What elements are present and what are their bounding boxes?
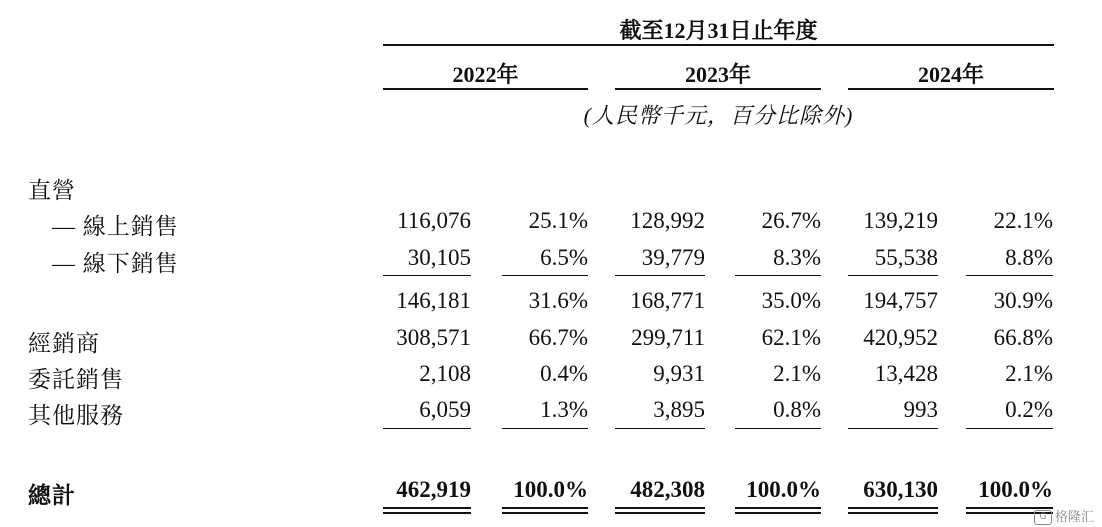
- total-double-rule: [615, 507, 705, 509]
- table-cell: 128,992: [630, 208, 705, 233]
- table-cell: 1.3%: [540, 397, 588, 422]
- row-label-total: 總計: [28, 483, 76, 508]
- total-rule: [735, 428, 821, 429]
- table-cell: 55,538: [874, 245, 938, 270]
- watermark-text: 格隆汇: [1054, 510, 1094, 525]
- subtotal-rule: [615, 275, 705, 276]
- row-label-distributors: 經銷商: [28, 331, 100, 356]
- subtotal-cell: 31.6%: [528, 288, 588, 313]
- table-cell: 25.1%: [528, 208, 588, 233]
- row-label-online: — 線上銷售: [52, 214, 179, 239]
- year-2023-header: 2023年: [684, 62, 751, 87]
- total-cell: 100.0%: [746, 477, 821, 502]
- subtotal-cell: 194,757: [863, 288, 938, 313]
- table-cell: 0.8%: [773, 397, 821, 422]
- total-cell: 100.0%: [978, 477, 1053, 502]
- total-rule: [966, 428, 1053, 429]
- total-cell: 100.0%: [513, 477, 588, 502]
- table-cell: 993: [903, 397, 938, 422]
- total-cell: 630,130: [863, 477, 938, 502]
- table-cell: 8.8%: [1005, 245, 1053, 270]
- table-cell: 2.1%: [773, 361, 821, 386]
- watermark: [1034, 506, 1094, 525]
- table-cell: 22.1%: [993, 208, 1053, 233]
- total-double-rule: [848, 512, 938, 514]
- subtotal-cell: 35.0%: [761, 288, 821, 313]
- table-cell: 420,952: [863, 325, 938, 350]
- total-rule: [383, 428, 471, 429]
- unit-note: (人民幣千元，百分比除外): [583, 103, 854, 128]
- table-cell: 26.7%: [761, 208, 821, 233]
- table-cell: 66.8%: [993, 325, 1053, 350]
- period-header: 截至12月31日止年度: [619, 18, 818, 43]
- table-cell: 30,105: [407, 245, 471, 270]
- row-label-offline: — 線下銷售: [52, 251, 179, 276]
- row-label-other-services: 其他服務: [28, 403, 124, 428]
- row-label-consignment: 委託銷售: [28, 367, 124, 392]
- subtotal-rule: [966, 275, 1053, 276]
- table-cell: 9,931: [653, 361, 705, 386]
- subtotal-rule: [848, 275, 938, 276]
- table-cell: 6.5%: [540, 245, 588, 270]
- table-cell: 8.3%: [773, 245, 821, 270]
- total-cell: 462,919: [396, 477, 471, 502]
- year-2022-header: 2022年: [452, 62, 519, 87]
- header-rule: [383, 44, 1054, 46]
- table-cell: 0.2%: [1005, 397, 1053, 422]
- watermark-logo-icon: G: [1034, 510, 1052, 525]
- subtotal-rule: [383, 275, 471, 276]
- table-cell: 116,076: [397, 208, 471, 233]
- subtotal-rule: [735, 275, 821, 276]
- total-double-rule: [502, 507, 588, 509]
- total-double-rule: [735, 512, 821, 514]
- total-rule: [502, 428, 588, 429]
- table-cell: 2.1%: [1005, 361, 1053, 386]
- table-cell: 299,711: [631, 325, 705, 350]
- table-cell: 62.1%: [761, 325, 821, 350]
- table-cell: 13,428: [874, 361, 938, 386]
- table-cell: 308,571: [396, 325, 471, 350]
- year-2023-rule: [615, 88, 821, 90]
- total-rule: [615, 428, 705, 429]
- total-double-rule: [502, 512, 588, 514]
- total-double-rule: [615, 512, 705, 514]
- total-rule: [848, 428, 938, 429]
- total-double-rule: [383, 507, 471, 509]
- subtotal-rule: [502, 275, 588, 276]
- total-double-rule: [848, 507, 938, 509]
- table-cell: 3,895: [653, 397, 705, 422]
- table-cell: 0.4%: [540, 361, 588, 386]
- total-cell: 482,308: [630, 477, 705, 502]
- table-cell: 6,059: [419, 397, 471, 422]
- subtotal-cell: 168,771: [630, 288, 705, 313]
- subtotal-cell: 146,181: [396, 288, 471, 313]
- row-label-direct: 直營: [28, 178, 76, 203]
- total-double-rule: [383, 512, 471, 514]
- year-2024-rule: [848, 88, 1054, 90]
- total-double-rule: [735, 507, 821, 509]
- year-2022-rule: [383, 88, 588, 90]
- table-cell: 66.7%: [528, 325, 588, 350]
- table-cell: 39,779: [641, 245, 705, 270]
- subtotal-cell: 30.9%: [993, 288, 1053, 313]
- table-cell: 139,219: [863, 208, 938, 233]
- table-cell: 2,108: [419, 361, 471, 386]
- year-2024-header: 2024年: [917, 62, 984, 87]
